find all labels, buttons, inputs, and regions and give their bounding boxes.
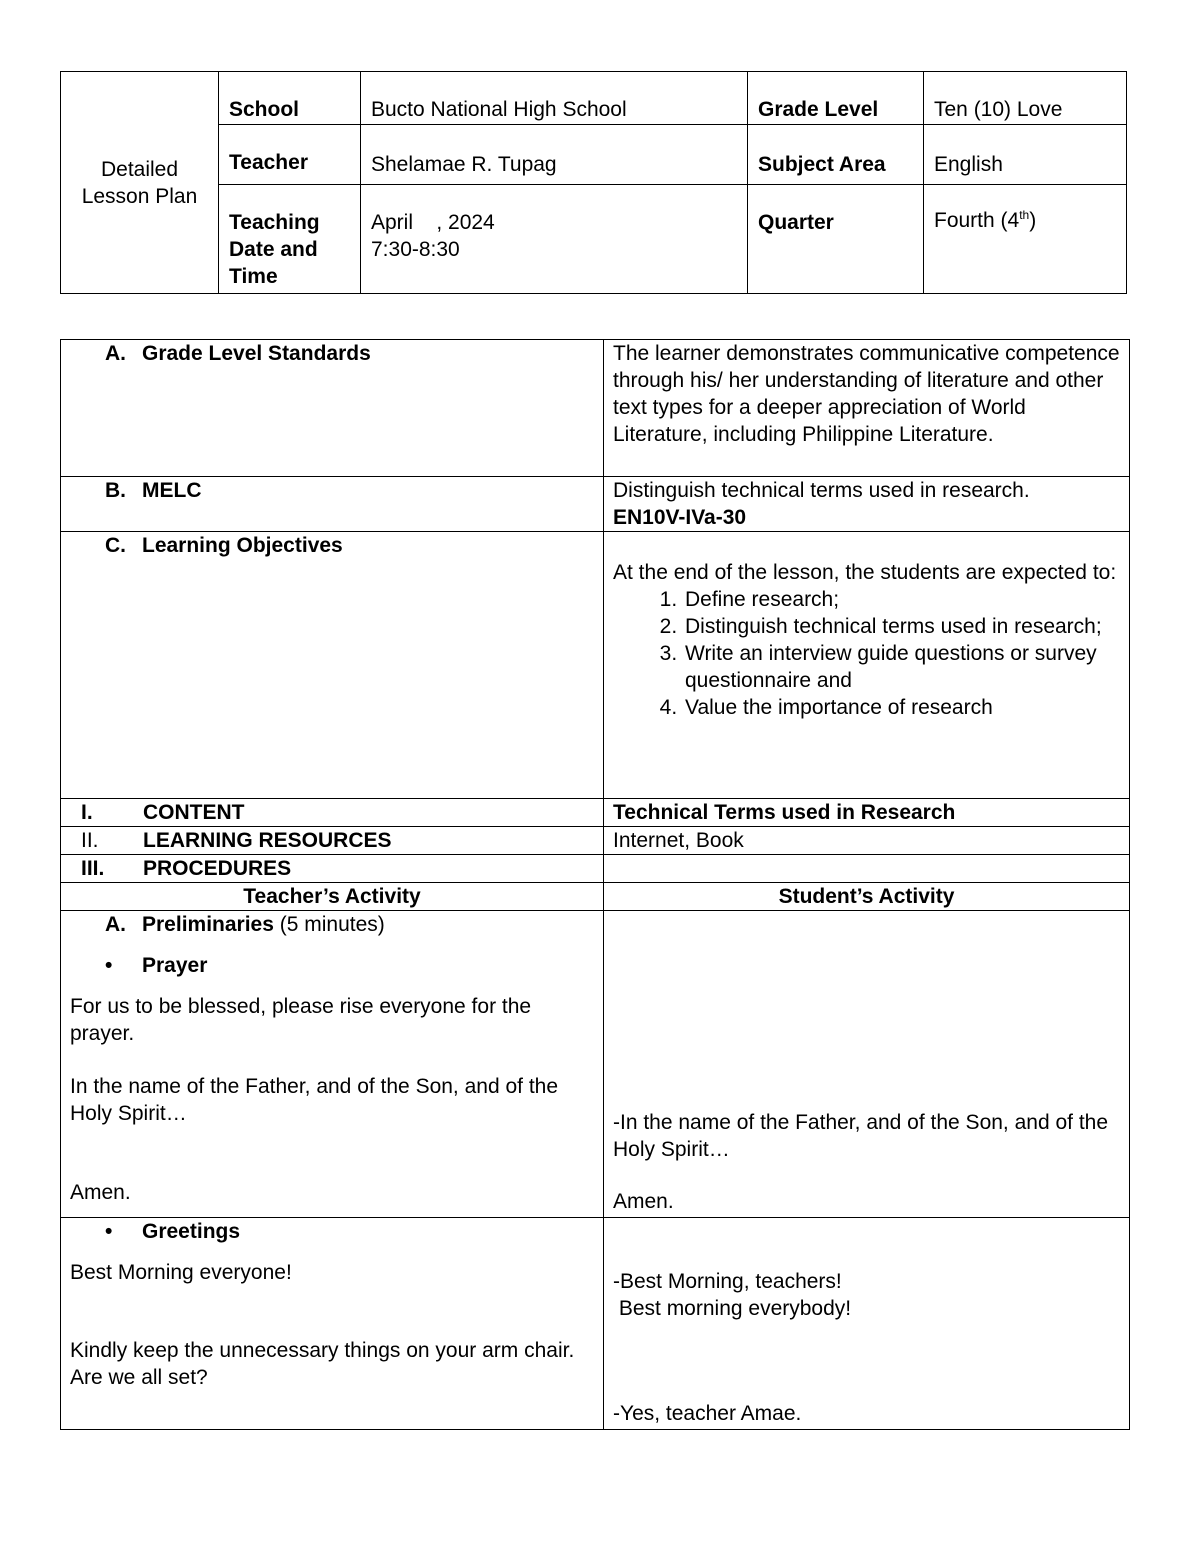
quarter-label: Quarter: [748, 185, 924, 294]
student-greeting-2: Best morning everybody!: [613, 1297, 852, 1320]
melc-heading: [61, 477, 604, 532]
teaching-date-line: April , 2024: [371, 211, 495, 234]
preliminaries-duration: (5 minutes): [279, 913, 385, 936]
procedures-heading: [61, 855, 604, 883]
objective-item: 3. Write an interview guide questions or survey questionnaire and: [683, 640, 1120, 694]
preliminaries-letter: A.: [105, 913, 126, 936]
objective-item: 4. Value the importance of research: [683, 694, 1120, 721]
standards-row: [61, 340, 1130, 477]
procedures-numeral: III.: [81, 857, 105, 880]
quarter-value: [924, 185, 1127, 294]
content-numeral: I.: [81, 801, 93, 824]
prayer-label: Prayer: [142, 954, 208, 977]
teacher-value: Shelamae R. Tupag: [361, 125, 748, 185]
content-label: CONTENT: [143, 801, 245, 824]
melc-row: [61, 477, 1130, 532]
objectives-cell: [604, 532, 1130, 799]
activity-header-row: [61, 883, 1130, 911]
procedures-empty-cell: [604, 855, 1130, 883]
quarter-text: Fourth (4: [934, 209, 1020, 232]
objectives-letter: C.: [105, 534, 126, 557]
teacher-activity-header: Teacher’s Activity: [61, 883, 604, 911]
standards-heading: [61, 340, 604, 477]
student-greeting: -Best Morning, teachers!: [613, 1270, 842, 1293]
greetings-teacher-cell: [61, 1218, 604, 1430]
bullet-icon: •: [105, 1220, 113, 1243]
objective-item: 1. Define research;: [683, 586, 1120, 613]
melc-code: EN10V-IVa-30: [613, 506, 747, 529]
standards-text: The learner demonstrates communicative competence through his/ her understanding of literature and other text types for a deeper appreciation of World Literature, including Philippine Literature.: [604, 340, 1130, 477]
melc-text: Distinguish technical terms used in research.: [613, 479, 1030, 502]
teacher-prayer-instruction: For us to be blessed, please rise everyone for the prayer.: [70, 995, 532, 1045]
objectives-heading: [61, 532, 604, 799]
student-amen: Amen.: [613, 1190, 674, 1213]
content-heading: [61, 799, 604, 827]
preliminaries-label: Preliminaries: [142, 913, 274, 936]
plan-label: Detailed Lesson Plan: [61, 72, 219, 294]
teacher-question: Are we all set?: [70, 1366, 208, 1389]
procedures-row: [61, 855, 1130, 883]
teaching-date-label: Teaching Date and Time: [219, 185, 361, 294]
student-answer: -Yes, teacher Amae.: [613, 1402, 802, 1425]
content-row: [61, 799, 1130, 827]
melc-letter: B.: [105, 479, 126, 502]
subject-area-label: Subject Area: [748, 125, 924, 185]
teaching-date-value: [361, 185, 748, 294]
quarter-superscript: th: [1019, 208, 1030, 222]
grade-level-value: Ten (10) Love: [924, 72, 1127, 125]
greetings-label: Greetings: [142, 1220, 241, 1243]
resources-row: [61, 827, 1130, 855]
teacher-label: Teacher: [219, 125, 361, 185]
bullet-icon: •: [105, 954, 113, 977]
subject-area-value: English: [924, 125, 1127, 185]
preliminaries-teacher-cell: [61, 911, 604, 1218]
teacher-instruction: Kindly keep the unnecessary things on your arm chair.: [70, 1339, 575, 1362]
greetings-student-cell: [604, 1218, 1130, 1430]
procedures-label: PROCEDURES: [143, 857, 292, 880]
melc-cell: [604, 477, 1130, 532]
student-activity-header: Student’s Activity: [604, 883, 1130, 911]
lesson-header-table: [60, 71, 1127, 294]
quarter-close: ): [1029, 209, 1037, 232]
objectives-label: Learning Objectives: [142, 534, 343, 557]
resources-label: LEARNING RESOURCES: [143, 829, 392, 852]
standards-letter: A.: [105, 342, 126, 365]
objectives-intro: At the end of the lesson, the students are expected to:: [613, 561, 1117, 584]
teacher-prayer-text: In the name of the Father, and of the Son, and of the Holy Spirit…: [70, 1075, 559, 1125]
resources-heading: [61, 827, 604, 855]
resources-numeral: II.: [81, 829, 99, 852]
standards-label: Grade Level Standards: [142, 342, 371, 365]
teaching-time-line: 7:30-8:30: [371, 238, 460, 261]
grade-level-label: Grade Level: [748, 72, 924, 125]
melc-label: MELC: [142, 479, 202, 502]
school-label: School: [219, 72, 361, 125]
resources-value: Internet, Book: [604, 827, 1130, 855]
content-value: Technical Terms used in Research: [604, 799, 1130, 827]
objective-item: 2. Distinguish technical terms used in research;: [683, 613, 1120, 640]
objectives-list: [613, 586, 1120, 721]
lesson-plan-table: [60, 339, 1130, 1430]
student-prayer-text: -In the name of the Father, and of the Son, and of the Holy Spirit…: [613, 1111, 1109, 1161]
objectives-row: [61, 532, 1130, 799]
school-value: Bucto National High School: [361, 72, 748, 125]
teacher-greeting: Best Morning everyone!: [70, 1261, 292, 1284]
greetings-row: [61, 1218, 1130, 1430]
teacher-amen: Amen.: [70, 1181, 131, 1204]
preliminaries-row: [61, 911, 1130, 1218]
preliminaries-student-cell: [604, 911, 1130, 1218]
